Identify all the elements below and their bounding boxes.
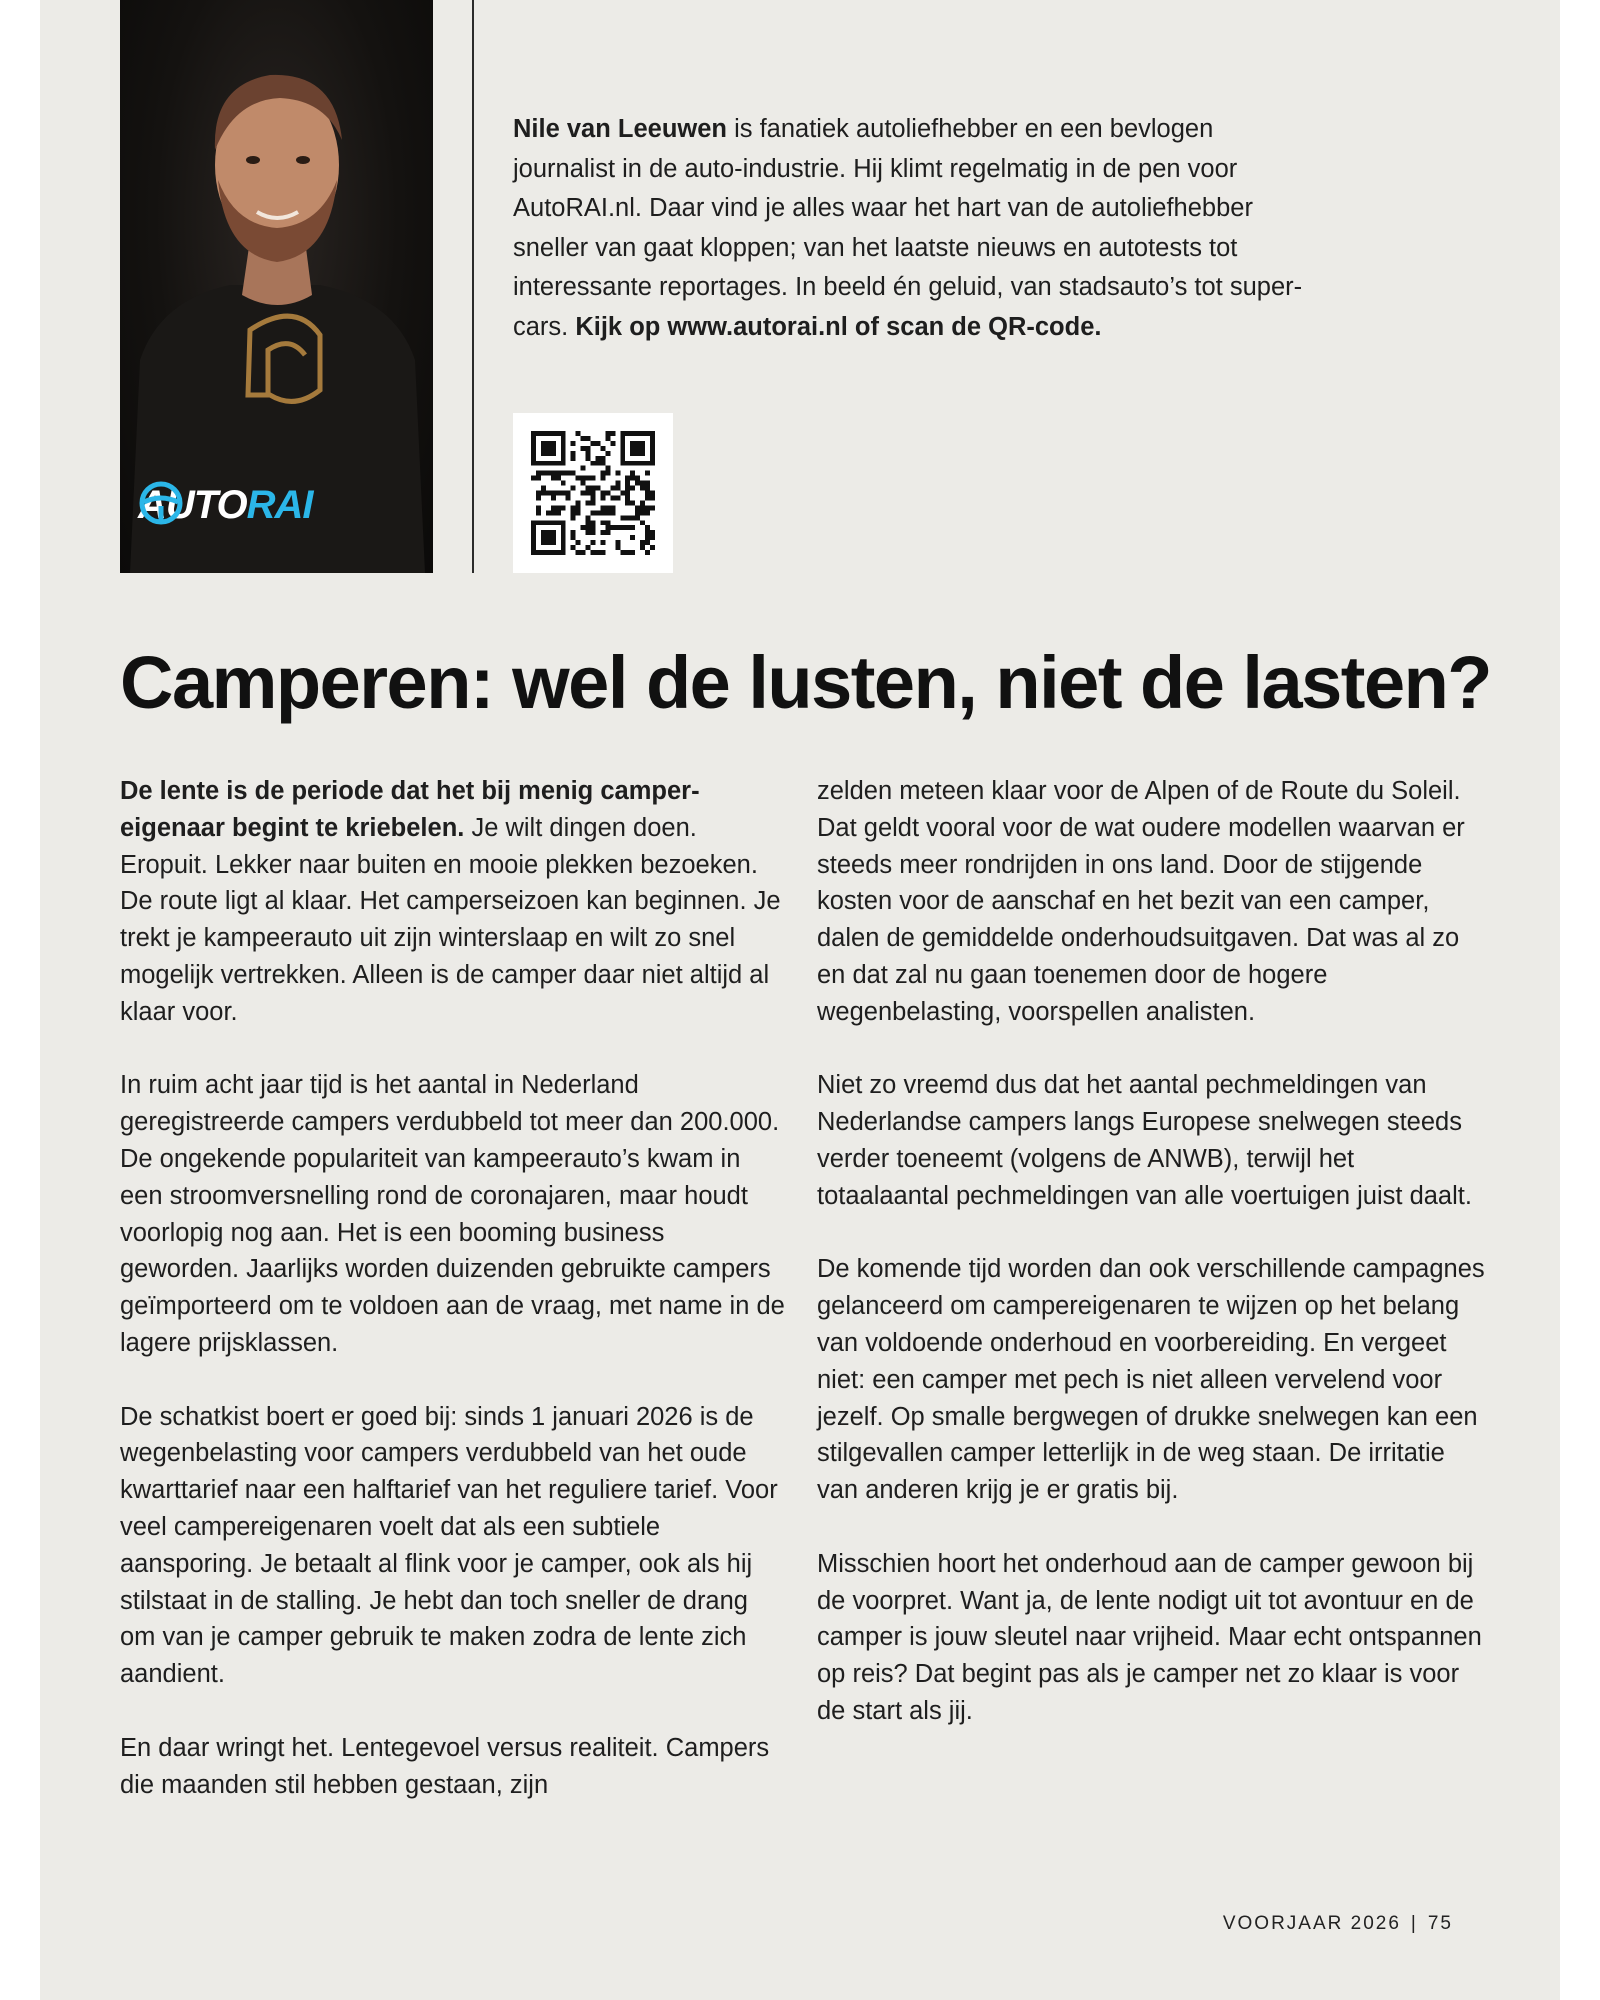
steering-wheel-icon bbox=[138, 480, 184, 526]
article-paragraph-continued: En daar wringt het. Lentegevoel versus realiteit. Campers die maanden stil hebben gestaan, zijn bbox=[120, 1733, 770, 1799]
page-footer: VOORJAAR 2026 | 75 bbox=[1222, 1913, 1453, 1934]
author-bio-cta: Kijk op www.autorai.nl of scan de QR-code. bbox=[575, 312, 1102, 341]
issue-label: VOORJAAR 2026 bbox=[1222, 1913, 1401, 1934]
article-paragraph: De schatkist boert er goed bij: sinds 1 januari 2026 is de wegenbelasting voor campers verdubbeld van het oude kwarttarief naar een halftarief van het reguliere tarief. Voor veel campereigenaren voelt dat als een subtiele aansporing. Je betaalt al flink voor je camper, ook als hij stilstaat in de stalling. Je hebt dan toch sneller de drang om van je camper gebruik te maken zodra de lente zich aandient. bbox=[120, 1402, 778, 1689]
article-lead: De lente is de periode dat het bij menig campereigenaar begint te kriebelen. bbox=[120, 777, 700, 842]
article-paragraph: In ruim acht jaar tijd is het aantal in Nederland geregistreerde campers verdubbeld tot meer dan 200.000. De ongekende populariteit van kampeerauto’s kwam in een stroomversnelling rond de coronajaren, maar houdt voorlopig nog aan. Het is een booming business geworden. Jaarlijks worden duizenden gebruikte campers geïmporteerd om te voldoen aan de vraag, met name in de lagere prijsklassen. bbox=[120, 1071, 785, 1357]
article-headline: Camperen: wel de lusten, niet de lasten? bbox=[120, 641, 1492, 724]
logo-wordmark: AUTORAI bbox=[138, 482, 313, 527]
article-column-right bbox=[817, 773, 1487, 1767]
author-name: Nile van Leeuwen bbox=[513, 115, 727, 143]
author-bio bbox=[513, 110, 1303, 347]
qr-code[interactable] bbox=[513, 413, 673, 573]
autorai-logo bbox=[138, 480, 313, 530]
article-paragraph: Misschien hoort het onderhoud aan de camper gewoon bij de voorpret. Want ja, de lente nodigt uit tot avontuur en de camper is jouw sleutel naar vrijheid. Maar echt ontspannen op reis? Dat begint pas als je camper net zo klaar is voor de start als jij. bbox=[817, 1549, 1482, 1725]
article-paragraph: Niet zo vreemd dus dat het aantal pechmeldingen van Nederlandse campers langs Europese snelwegen steeds verder toeneemt (volgens de ANWB), terwijl het totaalaantal pechmeldingen van alle voertuigen juist daalt. bbox=[817, 1071, 1472, 1210]
article-paragraph-continuation: zelden meteen klaar voor de Alpen of de Route du Soleil. Dat geldt vooral voor de wat oudere modellen waarvan er steeds meer rondrijden in ons land. Door de stijgende kosten voor de aanschaf en het bezit van een camper, dalen de gemiddelde onderhoudsuitgaven. Dat was al zo en dat zal nu gaan toenemen door de hogere wegenbelasting, voorspellen analisten. bbox=[817, 777, 1465, 1026]
article-paragraph: De komende tijd worden dan ook verschillende campagnes gelanceerd om campereigenaren te wijzen op het belang van voldoende onderhoud en voorbereiding. En vergeet niet: een camper met pech is niet alleen vervelend voor jezelf. Op smalle bergwegen of drukke snelwegen kan een stilgevallen camper letterlijk in de weg staan. De irritatie van anderen krijg je er gratis bij. bbox=[817, 1255, 1485, 1505]
page-number: 75 bbox=[1427, 1913, 1453, 1934]
article-column-left bbox=[120, 773, 790, 1803]
qr-code-icon bbox=[531, 431, 655, 555]
magazine-page bbox=[40, 0, 1560, 2000]
author-bio-text: is fanatiek autoliefhebber en een bevlogen journalist in de auto-industrie. Hij klimt regelmatig in de pen voor AutoRAI.nl. Daar vind je alles waar het hart van de autoliefhebber sneller van gaat kloppen; van het laatste nieuws en autotests tot interessante reportages. In beeld én geluid, van stadsauto’s tot supercars. bbox=[513, 115, 1303, 341]
author-photo bbox=[120, 0, 433, 573]
article-paragraph: De lente is de periode dat het bij menig campereigenaar begint te kriebelen. Je wilt dingen doen. Eropuit. Lekker naar buiten en mooie plekken bezoeken. De route ligt al klaar. Het camperseizoen kan beginnen. Je trekt je kampeerauto uit zijn winterslaap en wilt zo snel mogelijk vertrekken. Alleen is de camper daar niet altijd al klaar voor. bbox=[120, 777, 781, 1026]
vertical-divider bbox=[472, 0, 474, 573]
